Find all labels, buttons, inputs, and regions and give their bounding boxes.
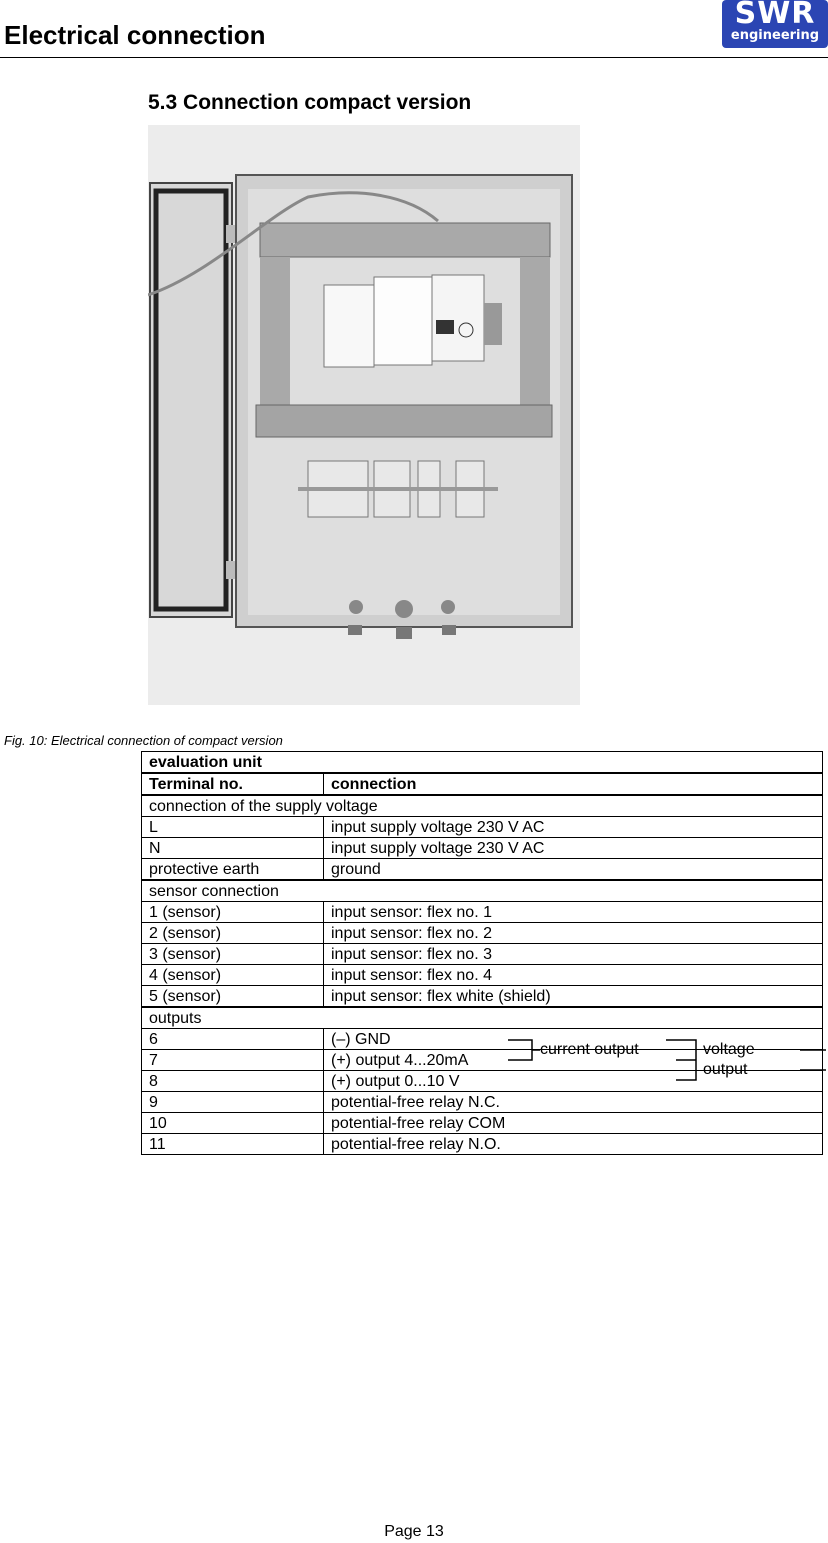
- table-title-row: [142, 752, 823, 774]
- group-row: [142, 880, 823, 902]
- column-header-connection: connection: [324, 773, 823, 795]
- voltage-output-label-line2: output: [703, 1061, 748, 1078]
- table-row: [142, 986, 823, 1008]
- connection-cell: input supply voltage 230 V AC: [324, 817, 823, 838]
- connection-cell: input sensor: flex white (shield): [324, 986, 823, 1008]
- connection-cell: potential-free relay N.O.: [324, 1134, 823, 1155]
- connection-cell: input supply voltage 230 V AC: [324, 838, 823, 859]
- connection-cell: (–) GND: [324, 1029, 823, 1050]
- connection-cell: (+) output 0...10 V: [324, 1071, 823, 1092]
- table-row: [142, 859, 823, 881]
- connection-cell: input sensor: flex no. 1: [324, 902, 823, 923]
- terminal-cell: 6: [142, 1029, 324, 1050]
- table-row: [142, 902, 823, 923]
- connection-cell: (+) output 4...20mA: [324, 1050, 823, 1071]
- terminal-connection-table: [141, 751, 823, 1155]
- connection-cell: ground: [324, 859, 823, 881]
- current-output-label: current output: [540, 1041, 639, 1058]
- table-row: [142, 923, 823, 944]
- terminal-cell: 5 (sensor): [142, 986, 324, 1008]
- terminal-cell: L: [142, 817, 324, 838]
- terminal-cell: 8: [142, 1071, 324, 1092]
- terminal-cell: 11: [142, 1134, 324, 1155]
- terminal-cell: 1 (sensor): [142, 902, 324, 923]
- connection-cell: input sensor: flex no. 3: [324, 944, 823, 965]
- terminal-cell: 10: [142, 1113, 324, 1134]
- terminal-cell: N: [142, 838, 324, 859]
- logo-main-text: SWR: [734, 0, 816, 31]
- column-header-terminal: Terminal no.: [142, 773, 324, 795]
- logo-sub-text: engineering: [730, 28, 820, 43]
- voltage-output-label-line1: voltage: [703, 1041, 755, 1058]
- terminal-cell: 7: [142, 1050, 324, 1071]
- control-cabinet-photo: [148, 125, 580, 705]
- group-row: [142, 1007, 823, 1029]
- group-label-sensor: sensor connection: [142, 880, 823, 902]
- terminal-cell: 3 (sensor): [142, 944, 324, 965]
- section-title: 5.3 Connection compact version: [148, 91, 472, 114]
- terminal-cell: 9: [142, 1092, 324, 1113]
- table-row: [142, 1113, 823, 1134]
- figure-caption: Fig. 10: Electrical connection of compact version: [4, 733, 283, 748]
- table-row: [142, 817, 823, 838]
- page-header-title: Electrical connection: [4, 20, 266, 50]
- table-header-row: [142, 773, 823, 795]
- swr-engineering-logo: [722, 0, 828, 48]
- terminal-cell: 4 (sensor): [142, 965, 324, 986]
- group-row: [142, 795, 823, 817]
- table-row: [142, 965, 823, 986]
- connection-cell: potential-free relay COM: [324, 1113, 823, 1134]
- terminal-cell: 2 (sensor): [142, 923, 324, 944]
- header-divider: [0, 57, 828, 58]
- table-title: evaluation unit: [142, 752, 823, 774]
- page-number: Page 13: [384, 1523, 444, 1540]
- connection-cell: input sensor: flex no. 4: [324, 965, 823, 986]
- table-row: [142, 838, 823, 859]
- table-row: [142, 1092, 823, 1113]
- table-row: [142, 1134, 823, 1155]
- terminal-cell: protective earth: [142, 859, 324, 881]
- group-label-outputs: outputs: [142, 1007, 823, 1029]
- group-label-supply: connection of the supply voltage: [142, 795, 823, 817]
- table-row: [142, 944, 823, 965]
- connection-cell: potential-free relay N.C.: [324, 1092, 823, 1113]
- connection-cell: input sensor: flex no. 2: [324, 923, 823, 944]
